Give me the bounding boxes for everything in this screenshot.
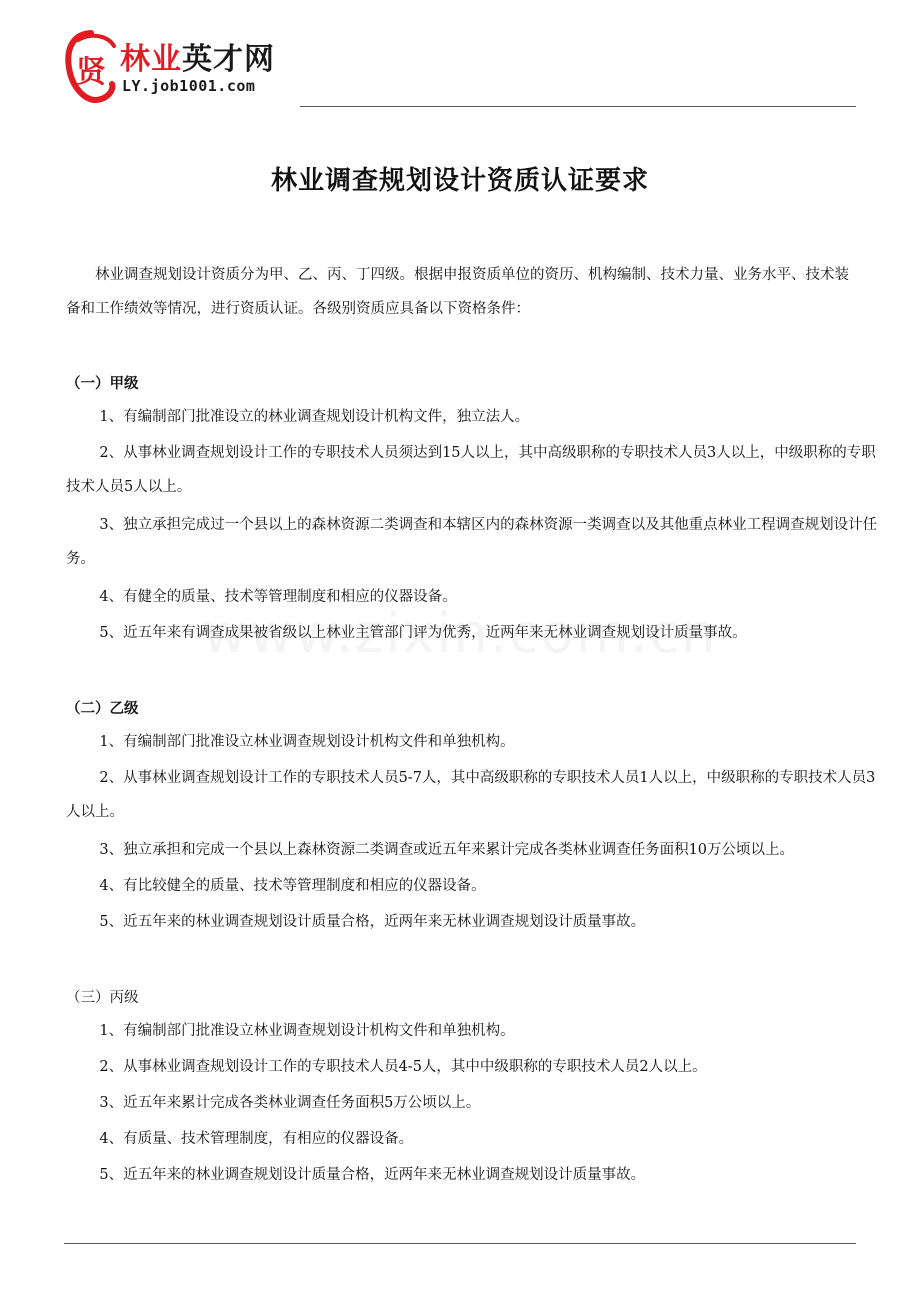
logo-url[interactable]: LY.job1001.com <box>122 77 256 95</box>
section-heading-grade-b: （二）乙级 <box>66 701 139 717</box>
grade-b-item-4: 4、有比较健全的质量、技术等管理制度和相应的仪器设备。 <box>99 878 486 894</box>
grade-a-item-3: 3、独立承担完成过一个县以上的森林资源二类调查和本辖区内的森林资源一类调查以及其他重点林业工程调查规划设计任务。 <box>66 517 878 567</box>
grade-b-item-5: 5、近五年来的林业调查规划设计质量合格，近两年来无林业调查规划设计质量事故。 <box>99 914 646 930</box>
header-divider <box>300 106 856 107</box>
grade-c-item-1: 1、有编制部门批准设立林业调查规划设计机构文件和单独机构。 <box>99 1023 515 1039</box>
grade-c-item-2: 2、从事林业调查规划设计工作的专职技术人员4-5人，其中中级职称的专职技术人员2人以上。 <box>99 1059 707 1075</box>
grade-c-item-3: 3、近五年来累计完成各类林业调查任务面积5万公顷以上。 <box>99 1095 481 1111</box>
grade-a-item-5: 5、近五年来有调查成果被省级以上林业主管部门评为优秀，近两年来无林业调查规划设计质量事故。 <box>99 625 747 641</box>
site-logo[interactable] <box>64 30 304 106</box>
document-title: 林业调查规划设计资质认证要求 <box>270 166 649 196</box>
grade-a-item-2: 2、从事林业调查规划设计工作的专职技术人员须达到15人以上，其中高级职称的专职技术人员3人以上，中级职称的专职技术人员5人以上。 <box>66 445 876 495</box>
grade-a-item-1: 1、有编制部门批准设立的林业调查规划设计机构文件，独立法人。 <box>99 409 530 425</box>
grade-c-item-4: 4、有质量、技术管理制度，有相应的仪器设备。 <box>99 1131 414 1147</box>
section-heading-grade-a: （一）甲级 <box>66 376 139 392</box>
grade-b-item-2: 2、从事林业调查规划设计工作的专职技术人员5-7人，其中高级职称的专职技术人员1人以上，中级职称的专职技术人员3人以上。 <box>66 770 876 820</box>
grade-c-item-5: 5、近五年来的林业调查规划设计质量合格，近两年来无林业调查规划设计质量事故。 <box>99 1167 646 1183</box>
section-heading-grade-c: （三）丙级 <box>66 990 139 1006</box>
logo-brand-text <box>120 34 275 78</box>
logo-glyph: 贤 <box>76 55 106 90</box>
grade-b-item-1: 1、有编制部门批准设立林业调查规划设计机构文件和单独机构。 <box>99 734 515 750</box>
logo-brand-red: 林业 <box>120 42 182 77</box>
logo-brand-dark: 英才网 <box>182 42 275 77</box>
grade-b-item-3: 3、独立承担和完成一个县以上森林资源二类调查或近五年来累计完成各类林业调查任务面积10万公顷以上。 <box>99 842 795 858</box>
footer-divider <box>64 1243 856 1244</box>
grade-a-item-4: 4、有健全的质量、技术等管理制度和相应的仪器设备。 <box>99 589 457 605</box>
intro-paragraph: 林业调查规划设计资质分为甲、乙、丙、丁四级。根据申报资质单位的资历、机构编制、技术力量、业务水平、技术装备和工作绩效等情况，进行资质认证。各级别资质应具备以下资格条件： <box>66 267 849 317</box>
logo-seal-icon <box>64 30 118 104</box>
